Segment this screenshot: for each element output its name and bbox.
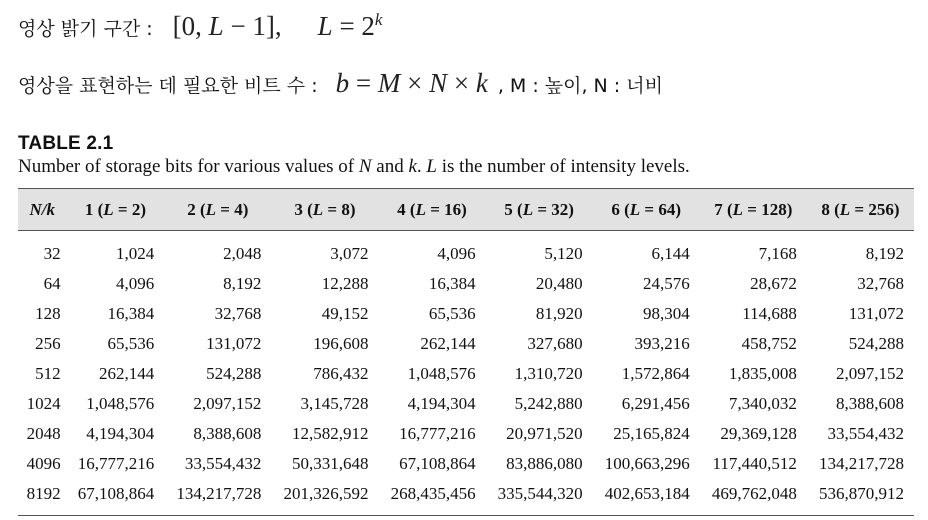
table-cell: 402,653,184 bbox=[604, 484, 690, 503]
row-n-value: 1024 bbox=[26, 394, 61, 413]
caption-N: N bbox=[358, 156, 372, 177]
caption-and: and bbox=[371, 156, 409, 177]
table-cell: 6,144 bbox=[651, 244, 690, 263]
table-cell: 786,432 bbox=[313, 364, 369, 383]
table-cell: 2,048 bbox=[223, 244, 262, 263]
table-cell: 393,216 bbox=[634, 334, 690, 353]
table-cell: 8,192 bbox=[223, 274, 262, 293]
column-L-value: 256 bbox=[868, 199, 894, 219]
column-L-symbol: L bbox=[103, 199, 114, 219]
intensity-range-formula bbox=[173, 11, 383, 41]
table-row bbox=[18, 359, 914, 389]
formula-b: b bbox=[335, 68, 350, 98]
storage-bits-table bbox=[18, 188, 914, 516]
table-cell: 1,310,720 bbox=[514, 364, 583, 383]
row-n-value: 256 bbox=[35, 334, 61, 353]
table-cell: 16,384 bbox=[428, 274, 476, 293]
column-L-symbol: L bbox=[522, 199, 534, 219]
column-L-symbol: L bbox=[312, 199, 324, 219]
column-L-symbol: L bbox=[415, 199, 426, 219]
formula-k: k bbox=[475, 68, 488, 98]
table-cell: 5,242,880 bbox=[514, 394, 583, 413]
table-cell: 1,048,576 bbox=[86, 394, 155, 413]
column-L-value: 16 bbox=[444, 199, 462, 219]
table-cell: 100,663,296 bbox=[604, 454, 690, 473]
table-cell: 98,304 bbox=[643, 304, 690, 323]
table-cell: 1,835,008 bbox=[728, 364, 797, 383]
column-L-value: 128 bbox=[761, 199, 787, 219]
table-cell: 131,072 bbox=[848, 304, 904, 323]
table-cell: 20,971,520 bbox=[506, 424, 583, 443]
column-L-value: 4 bbox=[234, 199, 243, 219]
column-k-value: 5 bbox=[504, 199, 513, 219]
table-cell: 134,217,728 bbox=[819, 454, 904, 473]
column-header-k2: 2 (L = 4) bbox=[187, 199, 249, 219]
table-cell: 28,672 bbox=[750, 274, 797, 293]
table-cell: 32,768 bbox=[857, 274, 904, 293]
table-cell: 65,536 bbox=[428, 304, 476, 323]
column-k-value: 4 bbox=[397, 199, 406, 219]
table-cell: 2,097,152 bbox=[836, 364, 904, 383]
column-header-k6: 6 (L = 64) bbox=[611, 199, 682, 219]
column-L-value: 8 bbox=[341, 199, 350, 219]
table-row bbox=[18, 329, 914, 359]
table-cell: 1,024 bbox=[116, 244, 155, 263]
table-cell: 4,096 bbox=[116, 274, 155, 293]
table-cell: 7,340,032 bbox=[728, 394, 797, 413]
caption-part2: is the number of intensity levels. bbox=[437, 156, 690, 177]
table-cell: 8,192 bbox=[865, 244, 904, 263]
column-header-k7: 7 (L = 128) bbox=[714, 199, 793, 219]
table-cell: 50,331,648 bbox=[291, 454, 369, 473]
table-cell: 114,688 bbox=[742, 304, 797, 323]
column-L-symbol: L bbox=[732, 199, 744, 219]
caption-dot: . bbox=[416, 156, 427, 177]
intensity-range-line bbox=[18, 10, 382, 42]
table-cell: 32,768 bbox=[214, 304, 262, 323]
column-k-value: 2 bbox=[187, 199, 196, 219]
range-L-symbol: L bbox=[208, 11, 224, 41]
table-cell: 524,288 bbox=[848, 334, 904, 353]
caption-L: L bbox=[426, 156, 437, 177]
column-k-value: 1 bbox=[84, 199, 94, 219]
table-row bbox=[18, 299, 914, 329]
table-row bbox=[18, 479, 914, 516]
row-n-value: 4096 bbox=[26, 454, 61, 473]
table-row bbox=[18, 449, 914, 479]
column-header-k5: 5 (L = 32) bbox=[504, 199, 574, 219]
table-cell: 6,291,456 bbox=[621, 394, 690, 413]
table-cell: 33,554,432 bbox=[827, 424, 904, 443]
levels-equals-two: = 2 bbox=[332, 11, 375, 41]
column-header-k8: 8 (L = 256) bbox=[821, 199, 900, 219]
row-n-value: 2048 bbox=[26, 424, 61, 443]
table-cell: 268,435,456 bbox=[390, 484, 476, 503]
table-cell: 1,048,576 bbox=[407, 364, 476, 383]
column-L-symbol: L bbox=[205, 199, 217, 219]
table-cell: 117,440,512 bbox=[712, 454, 797, 473]
intensity-range-label: 영상 밝기 구간 : bbox=[18, 18, 153, 40]
bits-required-line bbox=[18, 68, 663, 99]
table-row bbox=[18, 269, 914, 299]
formula-M: M bbox=[377, 68, 401, 98]
levels-L-symbol: L bbox=[317, 11, 333, 41]
bits-formula bbox=[336, 68, 488, 98]
row-n-value: 512 bbox=[35, 364, 61, 383]
column-L-value: 2 bbox=[131, 199, 141, 219]
table-cell: 7,168 bbox=[758, 244, 797, 263]
table-cell: 134,217,728 bbox=[176, 484, 262, 503]
table-cell: 29,369,128 bbox=[720, 424, 797, 443]
column-L-symbol: L bbox=[629, 199, 641, 219]
column-L-value: 64 bbox=[658, 199, 676, 219]
table-cell: 3,072 bbox=[330, 244, 369, 263]
formula-equals: = bbox=[349, 68, 378, 98]
column-k-value: 3 bbox=[294, 199, 303, 219]
table-cell: 1,572,864 bbox=[621, 364, 690, 383]
row-n-value: 32 bbox=[43, 244, 61, 263]
column-L-value: 32 bbox=[551, 199, 569, 219]
table-cell: 262,144 bbox=[420, 334, 476, 353]
table-cell: 335,544,320 bbox=[497, 484, 583, 503]
table-cell: 16,777,216 bbox=[399, 424, 476, 443]
table-cell: 4,194,304 bbox=[86, 424, 155, 443]
table-caption bbox=[18, 156, 690, 178]
table-cell: 3,145,728 bbox=[300, 394, 369, 413]
table-row bbox=[18, 389, 914, 419]
table-cell: 5,120 bbox=[544, 244, 583, 263]
caption-part1: Number of storage bits for various values of bbox=[18, 156, 359, 177]
table-row bbox=[18, 419, 914, 449]
table-cell: 16,777,216 bbox=[77, 454, 155, 473]
table-cell: 201,326,592 bbox=[283, 484, 369, 503]
corner-header bbox=[18, 189, 67, 231]
table-cell: 4,096 bbox=[437, 244, 476, 263]
table-cell: 49,152 bbox=[321, 304, 369, 323]
formula-times-2: × bbox=[447, 68, 476, 98]
row-n-value: 128 bbox=[35, 304, 61, 323]
table-cell: 81,920 bbox=[535, 304, 583, 323]
table-cell: 8,388,608 bbox=[836, 394, 904, 413]
table-header-row bbox=[18, 189, 914, 231]
table-cell: 131,072 bbox=[206, 334, 262, 353]
table-cell: 524,288 bbox=[206, 364, 262, 383]
table-cell: 12,288 bbox=[321, 274, 369, 293]
column-header-k3: 3 (L = 8) bbox=[294, 199, 356, 219]
table-cell: 16,384 bbox=[107, 304, 155, 323]
table-cell: 2,097,152 bbox=[193, 394, 262, 413]
table-cell: 4,194,304 bbox=[407, 394, 476, 413]
range-interval-open: [0, bbox=[172, 11, 209, 41]
table-cell: 469,762,048 bbox=[711, 484, 797, 503]
column-header-k1: 1 (L = 2) bbox=[84, 199, 147, 219]
column-k-value: 6 bbox=[611, 199, 620, 219]
table-cell: 458,752 bbox=[741, 334, 797, 353]
column-k-value: 7 bbox=[714, 199, 723, 219]
table-cell: 67,108,864 bbox=[399, 454, 476, 473]
table-cell: 8,388,608 bbox=[193, 424, 262, 443]
range-minus-one: − 1], bbox=[223, 11, 282, 41]
table-cell: 33,554,432 bbox=[184, 454, 262, 473]
row-n-value: 64 bbox=[43, 274, 61, 293]
table-row bbox=[18, 231, 914, 270]
table-cell: 67,108,864 bbox=[77, 484, 155, 503]
table-body bbox=[18, 231, 914, 516]
formula-times-1: × bbox=[400, 68, 430, 98]
table-cell: 20,480 bbox=[535, 274, 583, 293]
bits-required-label: 영상을 표현하는 데 필요한 비트 수 : bbox=[18, 75, 318, 97]
column-header-k4: 4 (L = 16) bbox=[397, 199, 467, 219]
table-title: TABLE 2.1 bbox=[18, 133, 114, 154]
levels-exponent-k: k bbox=[374, 10, 383, 29]
formula-N: N bbox=[429, 68, 448, 98]
table-cell: 65,536 bbox=[107, 334, 155, 353]
column-L-symbol: L bbox=[839, 199, 851, 219]
table-cell: 24,576 bbox=[643, 274, 690, 293]
bits-note: , M : 높이, N : 너비 bbox=[497, 75, 663, 97]
table-cell: 262,144 bbox=[99, 364, 155, 383]
table-cell: 83,886,080 bbox=[506, 454, 583, 473]
row-n-value: 8192 bbox=[26, 484, 61, 503]
table-cell: 25,165,824 bbox=[613, 424, 690, 443]
table-cell: 327,680 bbox=[527, 334, 583, 353]
column-k-value: 8 bbox=[821, 199, 830, 219]
caption-k: k bbox=[408, 156, 417, 177]
table-cell: 12,582,912 bbox=[291, 424, 369, 443]
corner-header-text: N/k bbox=[29, 199, 56, 219]
table-cell: 536,870,912 bbox=[819, 484, 904, 503]
table-cell: 196,608 bbox=[313, 334, 369, 353]
